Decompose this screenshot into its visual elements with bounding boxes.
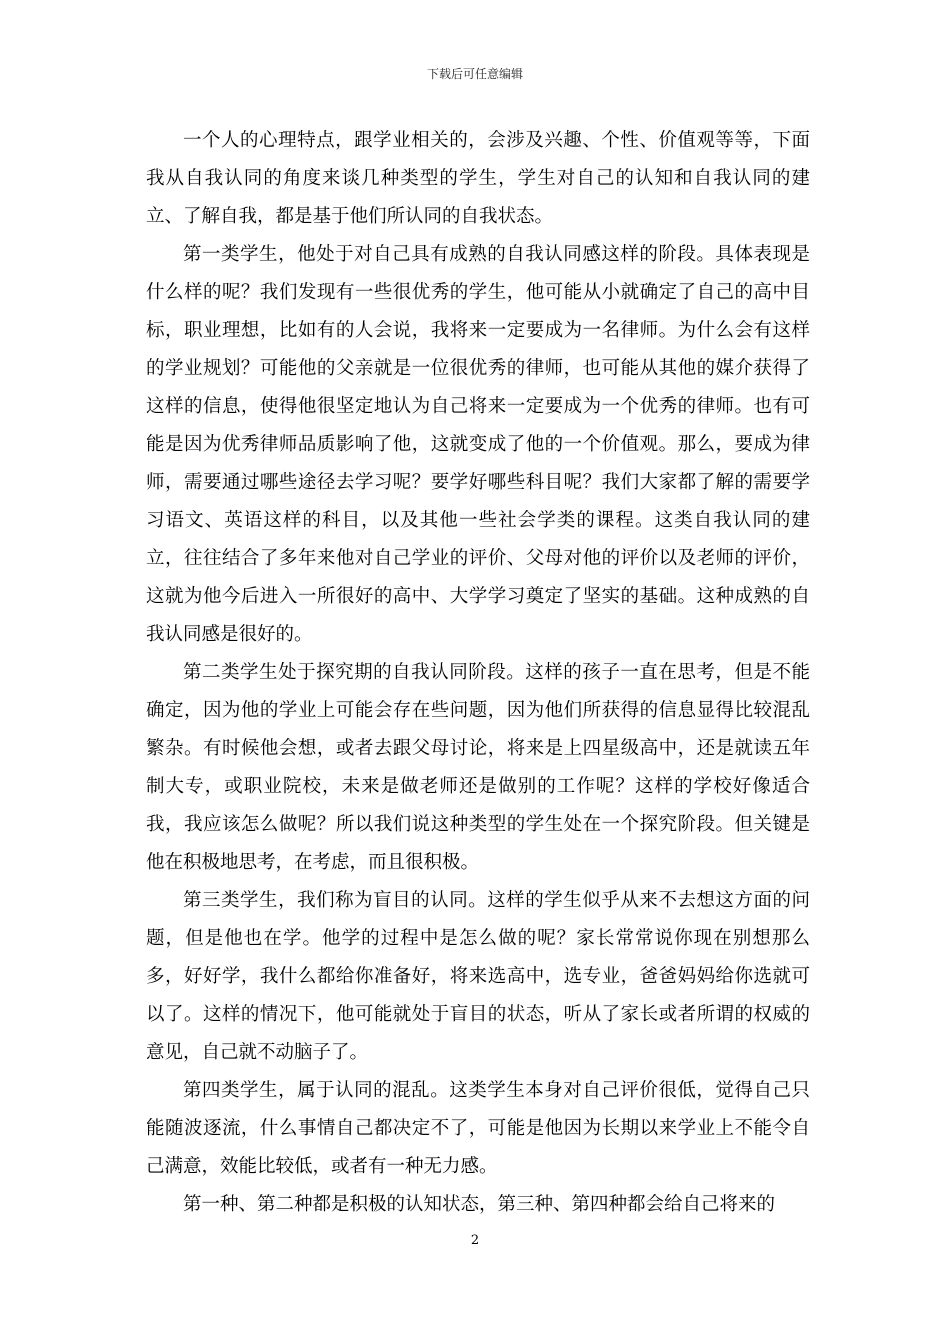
- page-header: 下载后可任意编辑: [426, 67, 523, 81]
- paragraph-type-three: 第三类学生，我们称为盲目的认同。这样的学生似乎从来不去想这方面的问题，但是他也在学。他学的过程中是怎么做的呢？家长常常说你现在别想那么多，好好学，我什么都给你准备好，将来选高中，选专业，爸爸妈妈给你选就可以了。这样的情况下，他可能就处于盲目的状态，听从了家长或者所谓的权威的意见，自己就不动脑子了。: [146, 890, 810, 1063]
- paragraph-type-four: 第四类学生，属于认同的混乱。这类学生本身对自己评价很低，觉得自己只能随波逐流，什么事情自己都决定不了，可能是他因为长期以来学业上不能令自己满意，效能比较低，或者有一种无力感。: [146, 1080, 810, 1177]
- paragraph-intro: 一个人的心理特点，跟学业相关的，会涉及兴趣、个性、价值观等等，下面我从自我认同的角度来谈几种类型的学生，学生对自己的认知和自我认同的建立、了解自我，都是基于他们所认同的自我状态。: [146, 130, 810, 227]
- paragraph-type-two: 第二类学生处于探究期的自我认同阶段。这样的孩子一直在思考，但是不能确定，因为他的学业上可能会存在些问题，因为他们所获得的信息显得比较混乱繁杂。有时候他会想，或者去跟父母讨论，将来是上四星级高中，还是就读五年制大专，或职业院校，未来是做老师还是做别的工作呢？这样的学校好像适合我，我应该怎么做呢？所以我们说这种类型的学生处在一个探究阶段。但关键是他在积极地思考，在考虑，而且很积极。: [146, 662, 810, 873]
- paragraph-summary: 第一种、第二种都是积极的认知状态，第三种、第四种都会给自己将来的: [183, 1194, 776, 1215]
- paragraph-type-one: 第一类学生，他处于对自己具有成熟的自我认同感这样的阶段。具体表现是什么样的呢？我们发现有一些很优秀的学生，他可能从小就确定了自己的高中目标，职业理想，比如有的人会说，我将来一定要成为一名律师。为什么会有这样的学业规划？可能他的父亲就是一位很优秀的律师，也可能从其他的媒介获得了这样的信息，使得他很坚定地认为自己将来一定要成为一个优秀的律师。也有可能是因为优秀律师品质影响了他，这就变成了他的一个价值观。那么，要成为律师，需要通过哪些途径去学习呢？要学好哪些科目呢？我们大家都了解的需要学习语文、英语这样的科目，以及其他一些社会学类的课程。这类自我认同的建立，往往结合了多年来他对自己学业的评价、父母对他的评价以及老师的评价，这就为他今后进入一所很好的高中、大学学习奠定了坚实的基础。这种成熟的自我认同感是很好的。: [146, 244, 810, 645]
- document-body: [146, 122, 810, 1224]
- page-number: 2: [470, 1233, 480, 1248]
